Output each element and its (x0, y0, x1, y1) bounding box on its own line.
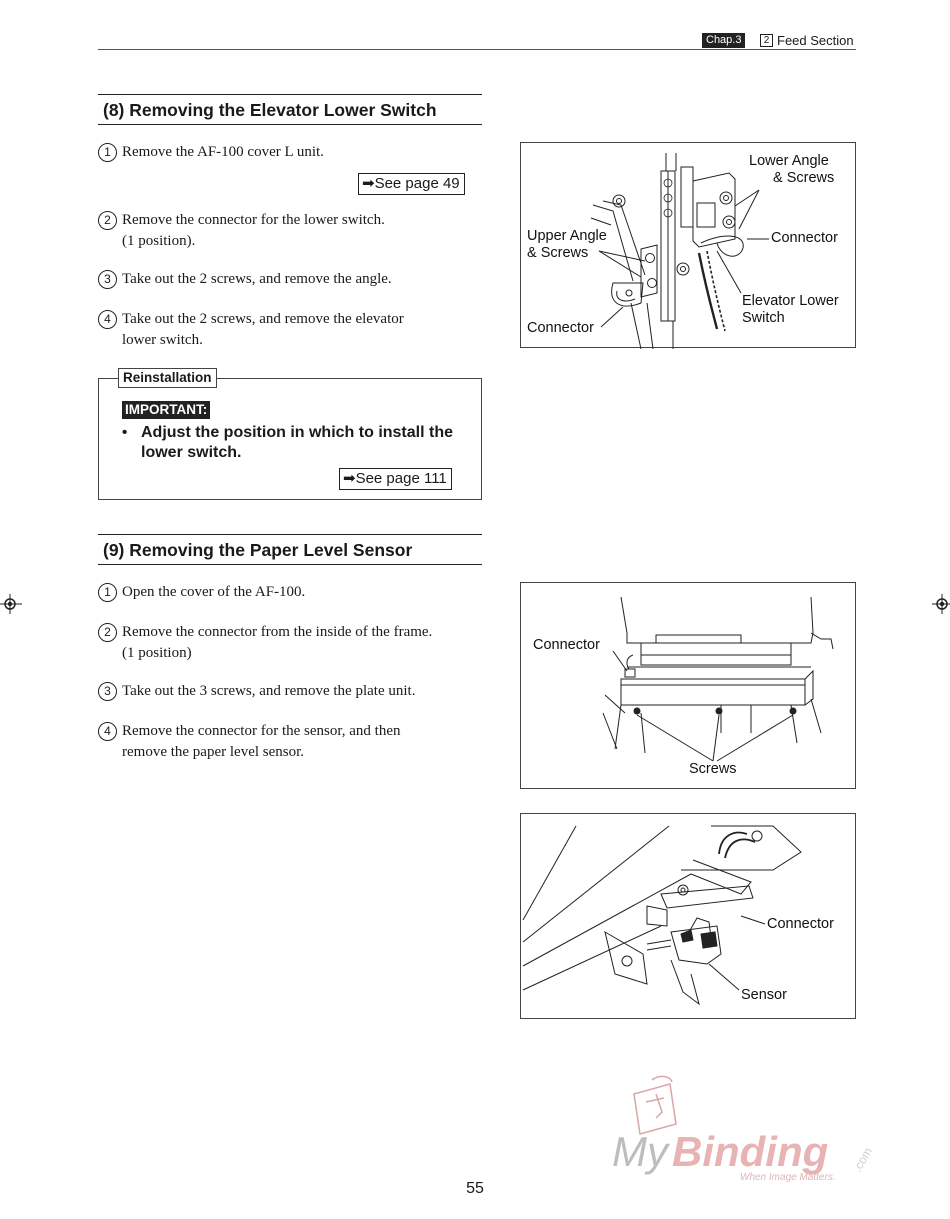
label-upper-angle: Upper Angle (527, 228, 607, 244)
s8-step-3 (98, 269, 488, 290)
reinstallation-label: Reinstallation (118, 368, 217, 388)
registration-mark-right (930, 592, 950, 616)
step-text: Open the cover of the AF-100. (122, 584, 306, 600)
reinstallation-note: Adjust the position in which to install the lower switch. (141, 424, 453, 461)
step-text: Remove the AF-100 cover L unit. (122, 144, 324, 160)
step-text: Remove the connector from the inside of the frame. (122, 624, 433, 640)
step-number: 3 (98, 270, 117, 289)
bullet: • (122, 424, 128, 441)
step-text: Remove the connector for the lower switch. (122, 212, 385, 228)
label-lower-angle: Lower Angle (749, 153, 829, 169)
step-number: 4 (98, 310, 117, 329)
s8-step-1 (98, 142, 488, 163)
figure-paper-level-sensor (520, 813, 856, 1019)
see-page-49-link[interactable]: ➡See page 49 (358, 173, 465, 195)
section-header-title: Feed Section (777, 33, 854, 48)
section-9-heading (98, 534, 482, 565)
important-badge: IMPORTANT: (122, 401, 210, 419)
see-page-111-link[interactable]: ➡See page 111 (339, 468, 452, 490)
registration-mark-left (0, 592, 24, 616)
step-text-cont: lower switch. (122, 332, 203, 348)
step-text: Remove the connector for the sensor, and then (122, 723, 401, 739)
watermark-tagline: When Image Matters. (740, 1172, 836, 1183)
label-connector-left: Connector (527, 320, 594, 336)
s9-step-4 (98, 721, 488, 763)
s8-step-2 (98, 210, 488, 252)
step-number: 2 (98, 211, 117, 230)
step-text-cont: (1 position) (122, 645, 192, 661)
section-number-box: 2 (760, 34, 773, 47)
step-text: Take out the 3 screws, and remove the plate unit. (122, 683, 416, 699)
label-connector: Connector (767, 916, 834, 932)
label-sensor: Sensor (741, 987, 787, 1003)
label-connector-right: Connector (771, 230, 838, 246)
chapter-badge: Chap.3 (702, 33, 745, 48)
mybinding-watermark-logo (612, 1072, 882, 1184)
label-screws: Screws (689, 761, 737, 777)
label-lower-angle-screws: & Screws (773, 170, 835, 186)
s9-step-3 (98, 681, 488, 702)
section-8-title: (8) Removing the Elevator Lower Switch (103, 100, 437, 120)
section-9-title: (9) Removing the Paper Level Sensor (103, 540, 413, 560)
s9-step-1 (98, 582, 488, 603)
step-text: Take out the 2 screws, and remove the elevator (122, 311, 404, 327)
label-upper-angle-screws: & Screws (527, 245, 589, 261)
step-text-cont: remove the paper level sensor. (122, 744, 305, 760)
label-connector: Connector (533, 637, 600, 653)
step-text-cont: (1 position). (122, 233, 196, 249)
watermark-brand-my: My (612, 1128, 668, 1175)
figure-plate-unit (520, 582, 856, 789)
section-8-heading (98, 94, 482, 125)
step-number: 1 (98, 583, 117, 602)
watermark-brand-binding: Binding (672, 1128, 829, 1175)
s9-step-2 (98, 622, 488, 664)
step-number: 1 (98, 143, 117, 162)
watermark-suffix: .com (849, 1144, 876, 1175)
figure-elevator-switch (520, 142, 856, 348)
page-number: 55 (466, 1180, 484, 1197)
step-number: 4 (98, 722, 117, 741)
step-number: 2 (98, 623, 117, 642)
label-elevator-lower: Elevator Lower (742, 293, 839, 309)
plate-unit-drawing (521, 583, 857, 790)
label-elevator-lower-switch: Switch (742, 310, 785, 326)
step-text: Take out the 2 screws, and remove the angle. (122, 271, 392, 287)
s8-step-4 (98, 309, 488, 351)
header-rule (98, 49, 856, 50)
step-number: 3 (98, 682, 117, 701)
